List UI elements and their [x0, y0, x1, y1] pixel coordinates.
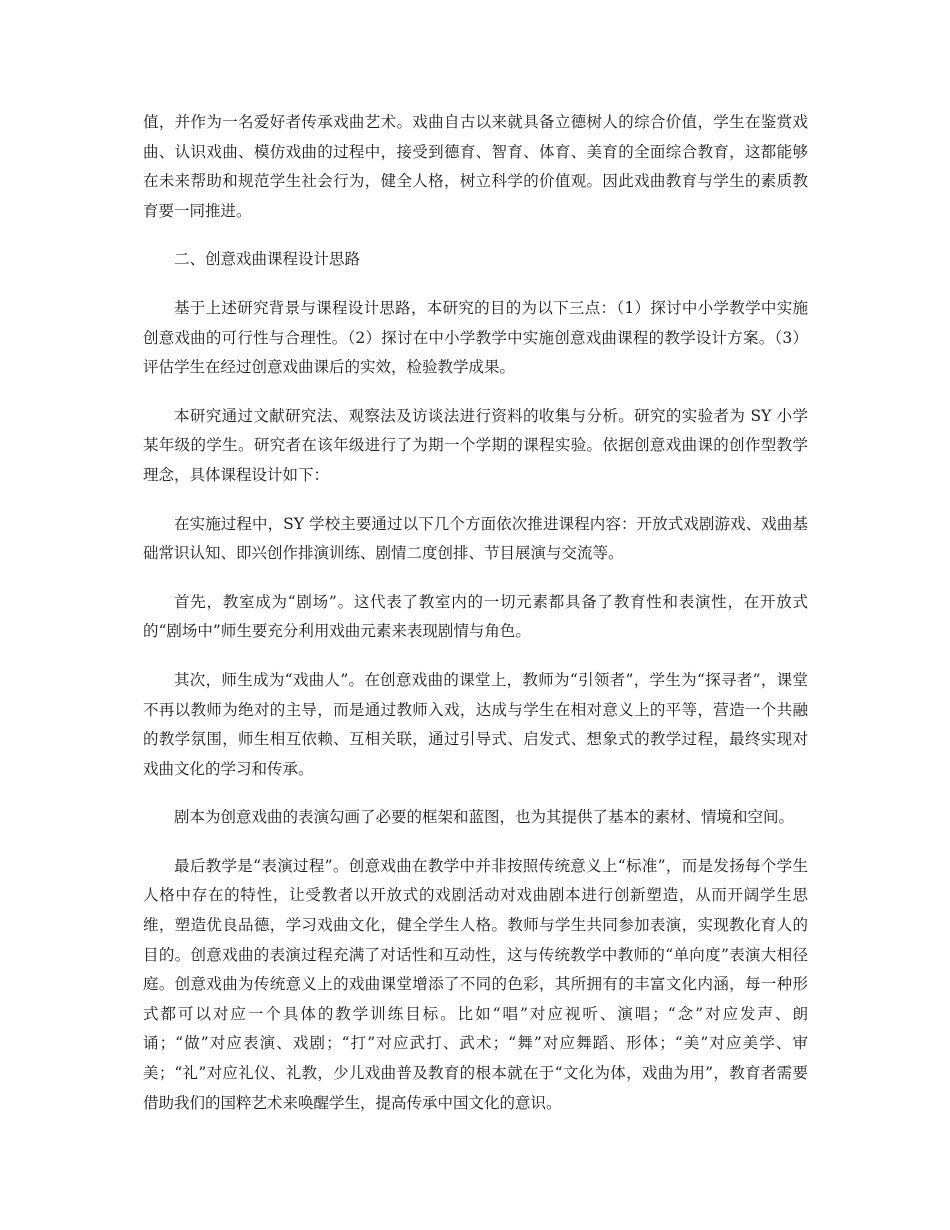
- paragraph-teacher-student: 其次，师生成为“戏曲人”。在创意戏曲的课堂上，教师为“引领者”，学生为“探寻者”，课堂不再以教师为绝对的主导，而是通过教师入戏，达成与学生在相对意义上的平等，营造一个共融的教学氛围，师生相互依赖、互相关联，通过引导式、启发式、想象式的教学过程，最终实现对戏曲文化的学习和传承。: [143, 670, 808, 778]
- paragraph-performance-process: 最后教学是“表演过程”。创意戏曲在教学中并非按照传统意义上“标准”，而是发扬每个学生人格中存在的特性，让受教者以开放式的戏剧活动对戏曲剧本进行创新塑造，从而开阔学生思维，塑造优良品德，学习戏曲文化，健全学生人格。教师与学生共同参加表演，实现教化育人的目的。创意戏曲的表演过程充满了对话性和互动性，这与传统教学中教师的“单向度”表演大相径庭。创意戏曲为传统意义上的戏曲课堂增添了不同的色彩，其所拥有的丰富文化内涵，每一种形式都可以对应一个具体的教学训练目标。比如“唱”对应视听、演唱；“念”对应发声、朗诵；“做”对应表演、戏剧；“打”对应武打、武术；“舞”对应舞蹈、形体；“美”对应美学、审美；“礼”对应礼仪、礼教，少儿戏曲普及教育的根本就在于“文化为体，戏曲为用”，教育者需要借助我们的国粹艺术来唤醒学生，提高传承中国文化的意识。: [143, 856, 808, 1112]
- paragraph-script: 剧本为创意戏曲的表演勾画了必要的框架和蓝图，也为其提供了基本的素材、情境和空间。: [174, 808, 795, 827]
- paragraph-implementation: 在实施过程中，SY 学校主要通过以下几个方面依次推进课程内容：开放式戏剧游戏、戏曲基础常识认知、即兴创作排演训练、剧情二度创排、节目展演与交流等。: [143, 514, 808, 563]
- document-page: [143, 108, 808, 1137]
- paragraph-intro-continuation: 值，并作为一名爱好者传承戏曲艺术。戏曲自古以来就具备立德树人的综合价值，学生在鉴赏戏曲、认识戏曲、模仿戏曲的过程中，接受到德育、智育、体育、美育的全面综合教育，这都能够在未来帮助和规范学生社会行为，健全人格，树立科学的价值观。因此戏曲教育与学生的素质教育要一同推进。: [143, 113, 808, 220]
- paragraph-classroom-theater: 首先，教室成为“剧场”。这代表了教室内的一切元素都具备了教育性和表演性，在开放式的“剧场中”师生要充分利用戏曲元素来表现剧情与角色。: [143, 592, 808, 641]
- paragraph-research-goals: 基于上述研究背景与课程设计思路，本研究的目的为以下三点：（1）探讨中小学教学中实施创意戏曲的可行性与合理性。（2）探讨在中小学教学中实施创意戏曲课程的教学设计方案。（3）评估学生在经过创意戏曲课后的实效，检验教学成果。: [143, 298, 808, 377]
- paragraph-research-methods: 本研究通过文献研究法、观察法及访谈法进行资料的收集与分析。研究的实验者为 SY 小学某年级的学生。研究者在该年级进行了为期一个学期的课程实验。依据创意戏曲课的创作型教学理念，具体课程设计如下：: [143, 406, 808, 484]
- section-heading: 二、创意戏曲课程设计思路: [174, 250, 361, 269]
